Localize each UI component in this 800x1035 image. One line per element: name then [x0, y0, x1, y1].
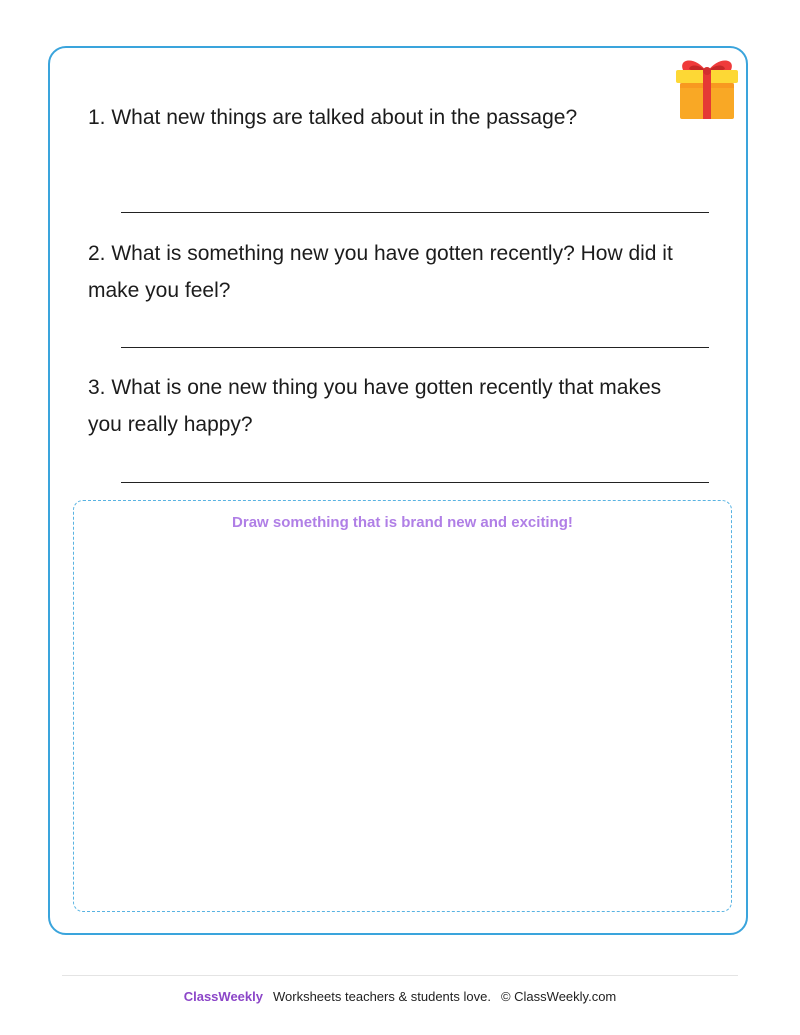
footer-copyright: © ClassWeekly.com	[500, 989, 617, 1004]
question-1: 1. What new things are talked about in the passage?	[88, 106, 578, 129]
answer-line-3[interactable]	[121, 482, 709, 483]
footer-tagline: Worksheets teachers & students love.	[272, 989, 491, 1004]
footer	[0, 989, 800, 1004]
footer-brand: ClassWeekly	[183, 989, 263, 1004]
question-3: 3. What is one new thing you have gotten recently that makes you really happy?	[88, 376, 662, 436]
footer-divider	[62, 975, 738, 976]
drawing-area[interactable]	[73, 500, 732, 912]
answer-line-2[interactable]	[121, 347, 709, 348]
answer-line-1[interactable]	[121, 212, 709, 213]
drawing-prompt: Draw something that is brand new and exciting!	[232, 514, 573, 531]
question-2: 2. What is something new you have gotten recently? How did it make you feel?	[88, 242, 673, 302]
